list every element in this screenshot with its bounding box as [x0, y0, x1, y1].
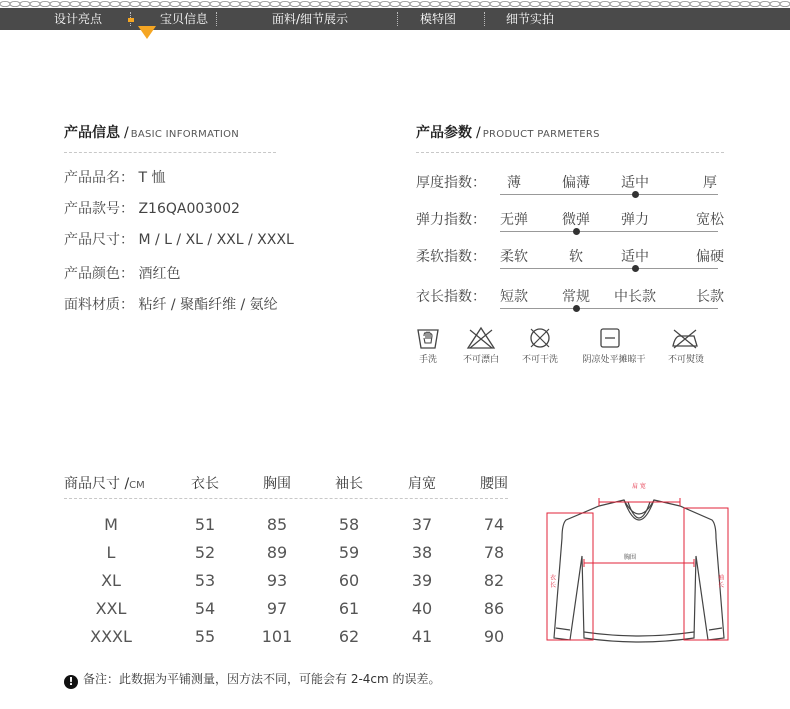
size-table-unit: CM [129, 480, 145, 491]
param-label: 弹力指数： [416, 212, 486, 228]
nav-divider [397, 12, 398, 26]
size-table-value-cell: 78 [483, 543, 505, 562]
param-option: 厚 [703, 175, 717, 191]
param-selected-dot [632, 265, 639, 272]
param-selected-dot [573, 305, 580, 312]
section-divider [64, 152, 276, 153]
size-table-value-cell: 38 [411, 543, 433, 562]
care-label-no-iron: 不可熨烫 [667, 355, 705, 365]
nav-divider [216, 12, 217, 26]
info-value: 酒红色 [138, 266, 181, 282]
basic-info-title: 产品信息 [64, 125, 120, 141]
size-table-value-cell: 53 [194, 571, 216, 590]
chest-label: 胸围 [624, 554, 637, 561]
info-row-material [64, 294, 278, 314]
info-label: 产品品名： [64, 170, 134, 186]
param-scale-line [500, 268, 718, 269]
info-row-name [64, 167, 165, 187]
measurement-note [64, 670, 441, 689]
size-table-value-cell: 74 [483, 515, 505, 534]
param-option: 偏硬 [696, 249, 724, 265]
nav-item-detail-photos[interactable]: 细节实拍 [506, 12, 555, 26]
size-table-value-cell: 89 [266, 543, 288, 562]
no-tumble-dry-icon [528, 326, 552, 354]
param-option: 无弹 [500, 212, 528, 228]
note-text: 备注：此数据为平铺测量，因方法不同，可能会有 2-4cm 的误差。 [83, 672, 441, 686]
param-option: 微弹 [562, 212, 590, 228]
size-table-value-cell: 37 [411, 515, 433, 534]
param-option: 短款 [500, 289, 528, 305]
param-label: 衣长指数： [416, 289, 486, 305]
size-table-value-cell: 62 [338, 627, 360, 646]
nav-active-arrow-icon [138, 26, 156, 39]
shoulder-width-line [599, 498, 680, 506]
info-label: 面料材质： [64, 297, 134, 313]
size-table-value-cell: 40 [411, 599, 433, 618]
size-table-value-cell: 86 [483, 599, 505, 618]
param-option: 中长款 [614, 289, 656, 305]
nav-item-product-info[interactable]: 宝贝信息 [160, 12, 209, 26]
section-nav-bar [0, 8, 790, 30]
size-table-column-header: 腰围 [480, 476, 508, 492]
param-label: 厚度指数： [416, 175, 486, 191]
size-table-size-cell: XXXL [90, 627, 132, 646]
size-table-value-cell: 58 [338, 515, 360, 534]
size-table-value-cell: 51 [194, 515, 216, 534]
parameters-subtitle: PRODUCT PARMETERS [482, 129, 600, 140]
param-option: 适中 [621, 249, 649, 265]
param-option: 柔软 [500, 249, 528, 265]
size-table-value-cell: 55 [194, 627, 216, 646]
param-option: 适中 [621, 175, 649, 191]
param-option: 偏薄 [562, 175, 590, 191]
size-table-size-cell: XXL [95, 599, 127, 618]
param-option: 长款 [696, 289, 724, 305]
size-table-value-cell: 82 [483, 571, 505, 590]
param-scale-line [500, 308, 718, 309]
size-table-title: 商品尺寸 [64, 476, 120, 492]
basic-info-subtitle: BASIC INFORMATION [130, 129, 240, 140]
param-label: 柔软指数： [416, 249, 486, 265]
size-table-column-header: 胸围 [263, 476, 291, 492]
body-length-label: 衣 长 [548, 574, 556, 588]
size-table-value-cell: 52 [194, 543, 216, 562]
nav-active-marker [128, 18, 134, 22]
size-table-value-cell: 41 [411, 627, 433, 646]
exclamation-icon: ! [64, 675, 78, 689]
param-scale-line [500, 231, 718, 232]
info-value: M / L / XL / XXL / XXXL [138, 232, 294, 248]
size-table-value-cell: 39 [411, 571, 433, 590]
size-table-value-cell: 59 [338, 543, 360, 562]
size-table-size-cell: M [104, 515, 118, 534]
size-table-divider [64, 498, 508, 499]
basic-info-heading: 产品信息 / BASIC INFORMATION [64, 125, 240, 141]
size-table-column-header: 袖长 [335, 476, 363, 492]
info-label: 产品款号： [64, 201, 134, 217]
nav-divider [484, 12, 485, 26]
info-label: 产品颜色： [64, 266, 134, 282]
info-value: T 恤 [138, 170, 166, 186]
size-table-value-cell: 93 [266, 571, 288, 590]
info-row-color [64, 263, 180, 283]
size-table-value-cell: 60 [338, 571, 360, 590]
no-iron-icon [670, 326, 700, 354]
param-option: 软 [569, 249, 583, 265]
info-value: 粘纤 / 聚酯纤维 / 氨纶 [138, 297, 278, 313]
section-divider [416, 152, 724, 153]
size-table-column-header: 衣长 [191, 476, 219, 492]
size-table-size-cell: XL [101, 571, 121, 590]
care-label-no-bleach: 不可漂白 [462, 355, 500, 365]
size-table-value-cell: 101 [261, 627, 293, 646]
size-table-value-cell: 97 [266, 599, 288, 618]
nav-item-design-highlights[interactable]: 设计亮点 [54, 12, 103, 26]
size-table-value-cell: 61 [338, 599, 360, 618]
no-bleach-icon [466, 326, 496, 354]
nav-item-model-photos[interactable]: 模特图 [420, 12, 457, 26]
shoulder-width-label: 肩 宽 [632, 483, 646, 490]
size-table-header-label: 商品尺寸 /CM [64, 476, 145, 492]
parameters-title: 产品参数 [416, 125, 472, 141]
garment-measurement-diagram [544, 478, 734, 656]
param-option: 常规 [562, 289, 590, 305]
shade-dry-flat-icon [598, 326, 622, 354]
size-table-value-cell: 85 [266, 515, 288, 534]
info-value: Z16QA003002 [138, 201, 240, 217]
size-table-size-cell: L [106, 543, 116, 562]
chest-line [584, 559, 694, 567]
info-row-sizes [64, 229, 294, 249]
nav-item-fabric-details[interactable]: 面料/细节展示 [272, 12, 349, 26]
hand-wash-icon [416, 326, 440, 354]
sleeve-length-label: 袖 长 [716, 574, 724, 588]
info-label: 产品尺寸： [64, 232, 134, 248]
info-row-style-number [64, 198, 240, 218]
parameters-heading: 产品参数 / PRODUCT PARMETERS [416, 125, 600, 141]
tshirt-outline-icon [554, 500, 724, 642]
size-table-value-cell: 90 [483, 627, 505, 646]
param-option: 薄 [507, 175, 521, 191]
param-selected-dot [632, 191, 639, 198]
decorative-chain-border [0, 0, 790, 8]
param-selected-dot [573, 228, 580, 235]
param-option: 宽松 [696, 212, 724, 228]
care-label-dry-flat-shade: 阴凉处平摊晾干 [582, 355, 646, 365]
param-option: 弹力 [621, 212, 649, 228]
size-table-value-cell: 54 [194, 599, 216, 618]
size-table-column-header: 肩宽 [408, 476, 436, 492]
care-label-no-dry-clean: 不可干洗 [521, 355, 559, 365]
care-label-hand-wash: 手洗 [418, 355, 438, 365]
param-scale-line [500, 194, 718, 195]
